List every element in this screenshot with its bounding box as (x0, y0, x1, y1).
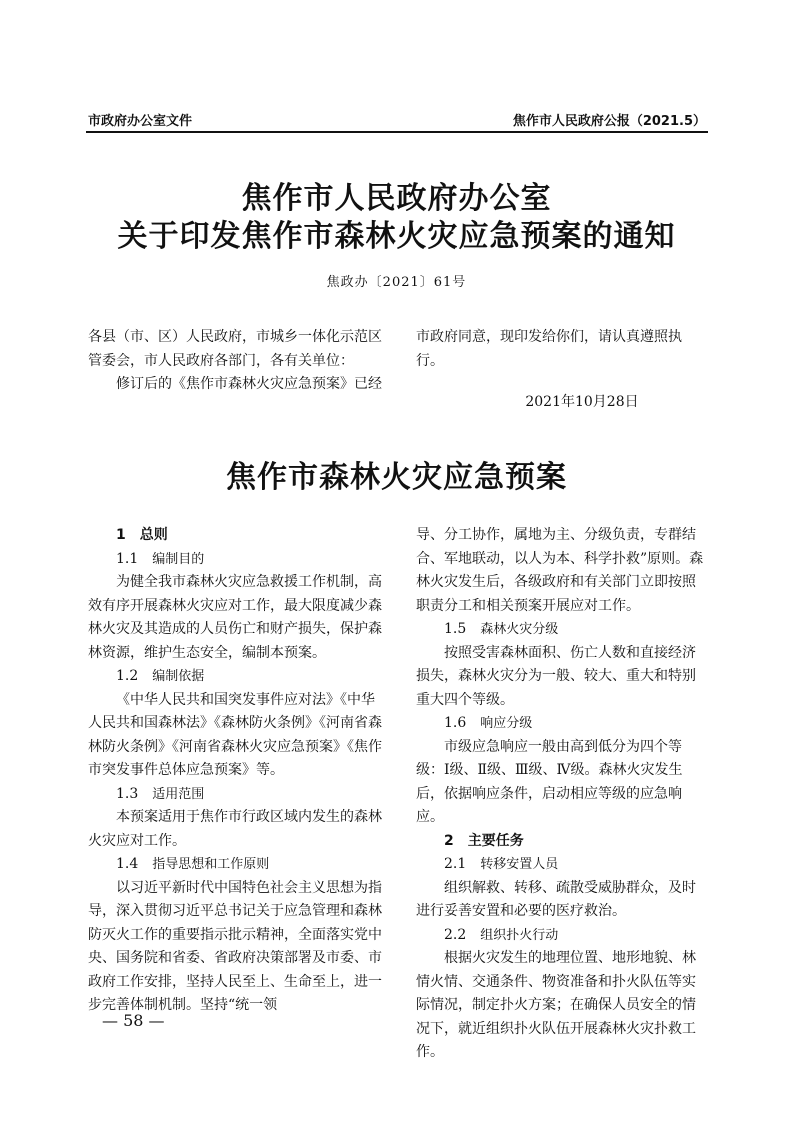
plan-left-column (88, 524, 388, 1018)
heading-number: 2.2 (444, 926, 467, 943)
plan-title: 焦作市森林火灾应急预案 (226, 460, 567, 495)
heading-number: 1.5 (444, 621, 467, 637)
paragraph: 为健全我市森林火灾应急救援工作机制，高效有序开展森林火灾应对工作，最大限度减少森林火灾及其造成的人员伤亡和财产损失，保护森林资源，维护生态安全，编制本预案。 (88, 574, 382, 661)
subsection-heading (88, 548, 388, 572)
notice-addressees: 各县（市、区）人民政府，市城乡一体化示范区管委会，市人民政府各部门，各有关单位： (88, 329, 382, 369)
heading-text: 组织扑火行动 (480, 927, 559, 943)
paragraph: 组织解救、转移、疏散受威胁群众，及时进行妥善安置和必要的医疗救治。 (416, 879, 696, 919)
heading-number: 1.1 (116, 550, 139, 567)
document-number: 焦政办〔2021〕61号 (326, 275, 467, 290)
heading-text: 转移安置人员 (480, 857, 559, 872)
heading-number: 2 (444, 832, 454, 849)
heading-number: 1.3 (116, 785, 139, 802)
heading-text: 森林火灾分级 (480, 622, 559, 637)
notice-body-start: 修订后的《焦作市森林火灾应急预案》已经 (116, 376, 382, 392)
running-header (88, 108, 706, 130)
subsection-heading (416, 712, 708, 736)
heading-number: 2.1 (444, 856, 467, 872)
heading-text: 主要任务 (467, 832, 524, 849)
heading-number: 1.4 (116, 856, 139, 872)
header-right: 焦作市人民政府公报（2021.5） (512, 113, 706, 129)
header-left: 市政府办公室文件 (88, 113, 193, 129)
paragraph: 《中华人民共和国突发事件应对法》《中华人民共和国森林法》《森林防火条例》《河南省森林防火条例》《河南省森林火灾应急预案》《焦作市突发事件总体应急预案》等。 (88, 691, 382, 778)
heading-text: 响应分级 (480, 716, 533, 731)
notice-date: 2021年10月28日 (525, 394, 639, 410)
heading-text: 编制依据 (152, 669, 205, 684)
heading-number: 1 (116, 527, 126, 543)
subsection-heading (416, 853, 708, 877)
heading-number: 1.2 (116, 668, 139, 684)
header-rule (86, 131, 708, 133)
plan-right-column (416, 524, 708, 1065)
subsection-heading (88, 783, 388, 807)
subsection-heading (416, 618, 708, 642)
paragraph: 市级应急响应一般由高到低分为四个等级：Ⅰ级、Ⅱ级、Ⅲ级、Ⅳ级。森林火灾发生后，依据响应条件，启动相应等级的应急响应。 (416, 738, 683, 825)
notice-body-end: 市政府同意，现印发给你们，请认真遵照执行。 (416, 329, 682, 369)
section-heading (416, 830, 708, 854)
paragraph: 根据火灾发生的地理位置、地形地貌、林情火情、交通条件、物资准备和扑火队伍等实际情况，制定扑火方案；在确保人员安全的情况下，就近组织扑火队伍开展森林火灾扑救工作。 (416, 950, 696, 1060)
heading-number: 1.6 (444, 715, 467, 731)
page-number: — 58 — (102, 1011, 165, 1030)
subsection-heading (88, 853, 388, 877)
paragraph: 本预案适用于焦作市行政区域内发生的森林火灾应对工作。 (88, 809, 382, 849)
heading-text: 总则 (139, 527, 168, 543)
paragraph: 以习近平新时代中国特色社会主义思想为指导，深入贯彻习近平总书记关于应急管理和森林防灭火工作的重要指示批示精神，全面落实党中央、国务院和省委、省政府决策部署及市委、市政府工作安排，坚持人民至上、生命至上，进一步完善体制机制。坚持“统一领 (88, 879, 382, 1013)
section-heading (88, 524, 388, 548)
subsection-heading (416, 924, 708, 948)
notice-right-column (416, 326, 708, 415)
heading-text: 编制目的 (152, 551, 205, 567)
notice-title (0, 180, 793, 256)
paragraph: 导、分工协作，属地为主、分级负责，专群结合、军地联动，以人为本、科学扑救”原则。森林火灾发生后，各级政府和有关部门立即按照职责分工和相关预案开展应对工作。 (416, 527, 704, 614)
subsection-heading (88, 665, 388, 689)
notice-title-line-2: 关于印发焦作市森林火灾应急预案的通知 (117, 219, 676, 254)
notice-title-line-1: 焦作市人民政府办公室 (241, 181, 552, 216)
heading-text: 适用范围 (152, 786, 205, 802)
heading-text: 指导思想和工作原则 (152, 857, 270, 872)
notice-left-column (88, 326, 388, 397)
paragraph: 按照受害森林面积、伤亡人数和直接经济损失，森林火灾分为一般、较大、重大和特别重大四个等级。 (416, 644, 696, 708)
